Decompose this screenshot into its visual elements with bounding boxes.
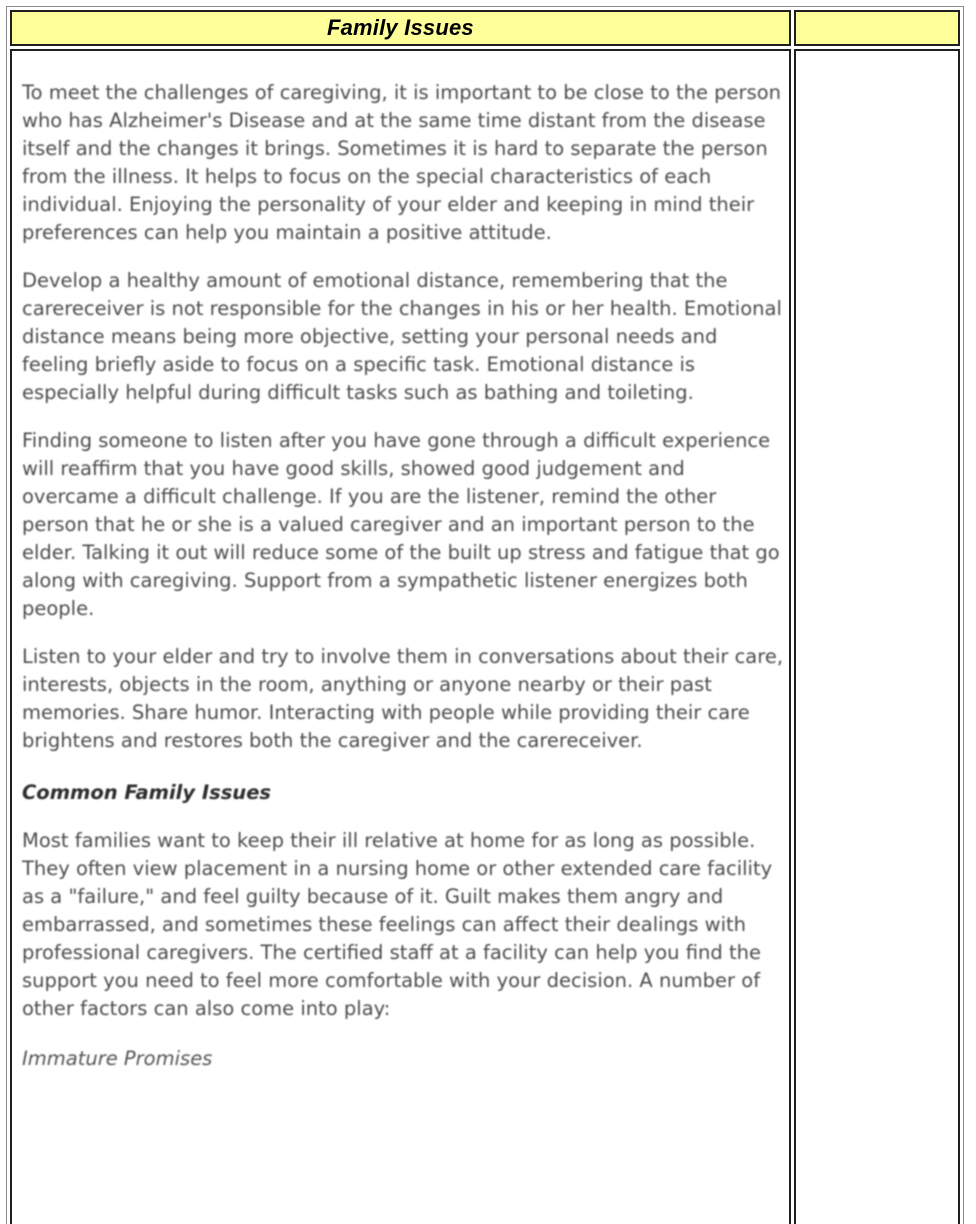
paragraph-listen-to-elder: Listen to your elder and try to involve them in conversations about their care, interests, objects in the room, anything or anyone nearby or their past memories. Share humor. Interacting with people while providing their care brightens and restores both the caregiver and the carereceiver. bbox=[22, 645, 784, 752]
section-heading-common-family-issues: Common Family Issues bbox=[22, 781, 272, 804]
side-column-cell bbox=[794, 49, 960, 1224]
main-content-cell bbox=[10, 49, 791, 1224]
title-cell bbox=[10, 10, 791, 46]
document-table bbox=[6, 6, 964, 1224]
document-content bbox=[12, 51, 789, 1101]
sub-heading-immature-promises: Immature Promises bbox=[22, 1047, 213, 1070]
paragraph-emotional-distance: Develop a healthy amount of emotional distance, remembering that the carereceiver is not responsible for the changes in his or her health. Emotional distance means being more objective, setting your personal needs and feeling briefly aside to focus on a specific task. Emotional distance is especially helpful during difficult tasks such as bathing and toileting. bbox=[22, 269, 782, 404]
paragraph-finding-listener: Finding someone to listen after you have gone through a difficult experience will reaffirm that you have good skills, showed good judgement and overcame a difficult challenge. If you are the listener, remind the other person that he or she is a valued caregiver and an important person to the elder. Talking it out will reduce some of the built up stress and fatigue that go along with caregiving. Support from a sympathetic listener energizes both people. bbox=[22, 429, 780, 620]
title-side-cell bbox=[794, 10, 960, 46]
paragraph-placement-guilt: Most families want to keep their ill relative at home for as long as possible. They often view placement in a nursing home or other extended care facility as a "failure," and feel guilty because of it. Guilt makes them angry and embarrassed, and sometimes these feelings can affect their dealings with professional caregivers. The certified staff at a facility can help you find the support you need to feel more comfortable with your decision. A number of other factors can also come into play: bbox=[22, 829, 773, 1020]
page-title: Family Issues bbox=[326, 15, 474, 40]
header-row bbox=[10, 10, 960, 46]
paragraph-caregiving-closeness: To meet the challenges of caregiving, it is important to be close to the person who has Alzheimer's Disease and at the same time distant from the disease itself and the changes it brings. Sometimes it is hard to separate the person from the illness. It helps to focus on the special characteristics of each individual. Enjoying the personality of your elder and keeping in mind their preferences can help you maintain a positive attitude. bbox=[22, 81, 782, 244]
body-row bbox=[10, 49, 960, 1224]
